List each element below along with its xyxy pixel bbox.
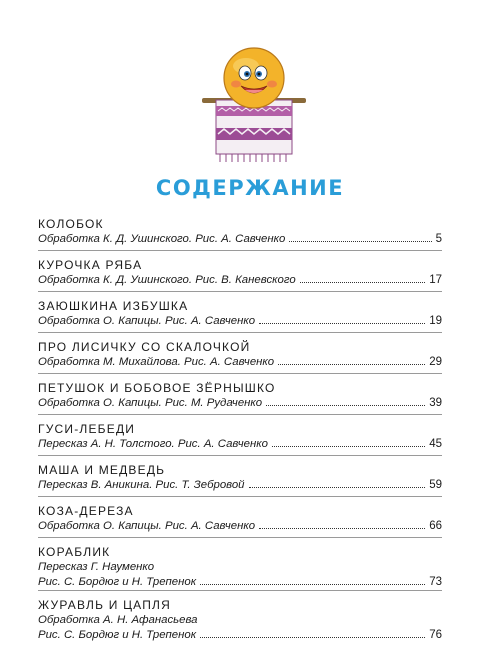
dot-leader <box>278 364 425 365</box>
toc-entry-title: КОРАБЛИК <box>38 545 111 559</box>
toc-entry-page-number: 5 <box>435 233 442 245</box>
toc-entry-credit-text: Обработка О. Капицы. Рис. А. Савченко <box>38 520 256 532</box>
embroidered-towel <box>216 100 292 162</box>
toc-entry-page-number: 73 <box>429 576 442 588</box>
toc-entry-credit <box>38 561 442 574</box>
toc-entry-credit-text: Обработка А. Н. Афанасьева <box>38 614 198 626</box>
dot-leader <box>200 584 425 585</box>
toc-entry-credit-text: Обработка О. Капицы. Рис. А. Савченко <box>38 315 256 327</box>
toc-entry-credit-text: Обработка О. Капицы. Рис. М. Рудаченко <box>38 397 263 409</box>
toc-entry <box>38 504 442 545</box>
toc-entry <box>38 258 442 299</box>
toc-entry-credit <box>38 614 442 627</box>
toc-entry <box>38 545 442 598</box>
toc-entry <box>38 422 442 463</box>
toc-divider <box>38 496 442 497</box>
toc-entry-title: ЖУРАВЛЬ И ЦАПЛЯ <box>38 598 171 612</box>
toc-entry-credit <box>38 438 442 451</box>
toc-divider <box>38 537 442 538</box>
toc-heading: СОДЕРЖАНИЕ <box>155 176 345 200</box>
toc-entry <box>38 340 442 381</box>
toc-entry-credit <box>38 397 442 410</box>
toc-entry <box>38 463 442 504</box>
dot-leader <box>289 241 431 242</box>
toc-entry-title: ПРО ЛИСИЧКУ СО СКАЛОЧКОЙ <box>38 340 251 354</box>
toc-divider <box>38 590 442 591</box>
dot-leader <box>249 487 426 488</box>
toc-entry-title: КУРОЧКА РЯБА <box>38 258 143 272</box>
dot-leader <box>300 282 426 283</box>
toc-entry-page-number: 19 <box>429 315 442 327</box>
toc-divider <box>38 291 442 292</box>
toc-entry-page-number: 45 <box>429 438 442 450</box>
toc-entry-credit-text: Рис. С. Бордюг и Н. Трепенок <box>38 629 197 641</box>
toc-entry <box>38 381 442 422</box>
toc-entry-credit <box>38 479 442 492</box>
toc-entry-credit-text: Обработка К. Д. Ушинского. Рис. В. Каневского <box>38 274 296 286</box>
toc-entry-credit-text: Обработка М. Михайлова. Рис. А. Савченко <box>38 356 275 368</box>
toc-entry-credit-text: Пересказ В. Аникина. Рис. Т. Зебровой <box>38 479 245 491</box>
toc-entry-title: ГУСИ-ЛЕБЕДИ <box>38 422 136 436</box>
toc-divider <box>38 414 442 415</box>
toc-divider <box>38 250 442 251</box>
toc-entry <box>38 217 442 258</box>
toc-entry-page-number: 39 <box>429 397 442 409</box>
toc-entry <box>38 598 442 651</box>
toc-divider <box>38 373 442 374</box>
toc-entry-credit <box>38 576 442 589</box>
toc-entry-credit <box>38 356 442 369</box>
toc-entry-credit-text: Пересказ Г. Науменко <box>38 561 155 573</box>
toc-entry-credit <box>38 315 442 328</box>
kolobok-illustration <box>196 42 312 166</box>
toc-divider <box>38 332 442 333</box>
dot-leader <box>200 637 425 638</box>
dot-leader <box>259 323 425 324</box>
toc-entry-page-number: 17 <box>429 274 442 286</box>
toc-entry-page-number: 29 <box>429 356 442 368</box>
dot-leader <box>259 528 425 529</box>
toc-list <box>38 217 442 651</box>
toc-entry-credit-text: Пересказ А. Н. Толстого. Рис. А. Савченко <box>38 438 268 450</box>
toc-entry-credit-text: Обработка К. Д. Ушинского. Рис. А. Савченко <box>38 233 286 245</box>
toc-entry-page-number: 76 <box>429 629 442 641</box>
kolobok-character <box>224 48 284 108</box>
toc-entry-credit <box>38 629 442 642</box>
toc-entry-credit-text: Рис. С. Бордюг и Н. Трепенок <box>38 576 197 588</box>
toc-entry-page-number: 66 <box>429 520 442 532</box>
toc-entry-credit <box>38 520 442 533</box>
dot-leader <box>272 446 425 447</box>
toc-entry-title: КОЛОБОК <box>38 217 104 231</box>
toc-entry-title: МАША И МЕДВЕДЬ <box>38 463 166 477</box>
toc-entry-title: ПЕТУШОК И БОБОВОЕ ЗЁРНЫШКО <box>38 381 276 395</box>
toc-divider <box>38 455 442 456</box>
toc-entry-credit <box>38 233 442 246</box>
toc-entry-credit <box>38 274 442 287</box>
toc-entry-title: ЗАЮШКИНА ИЗБУШКА <box>38 299 189 313</box>
dot-leader <box>266 405 425 406</box>
toc-entry-title: КОЗА-ДЕРЕЗА <box>38 504 134 518</box>
toc-entry-page-number: 59 <box>429 479 442 491</box>
toc-entry <box>38 299 442 340</box>
